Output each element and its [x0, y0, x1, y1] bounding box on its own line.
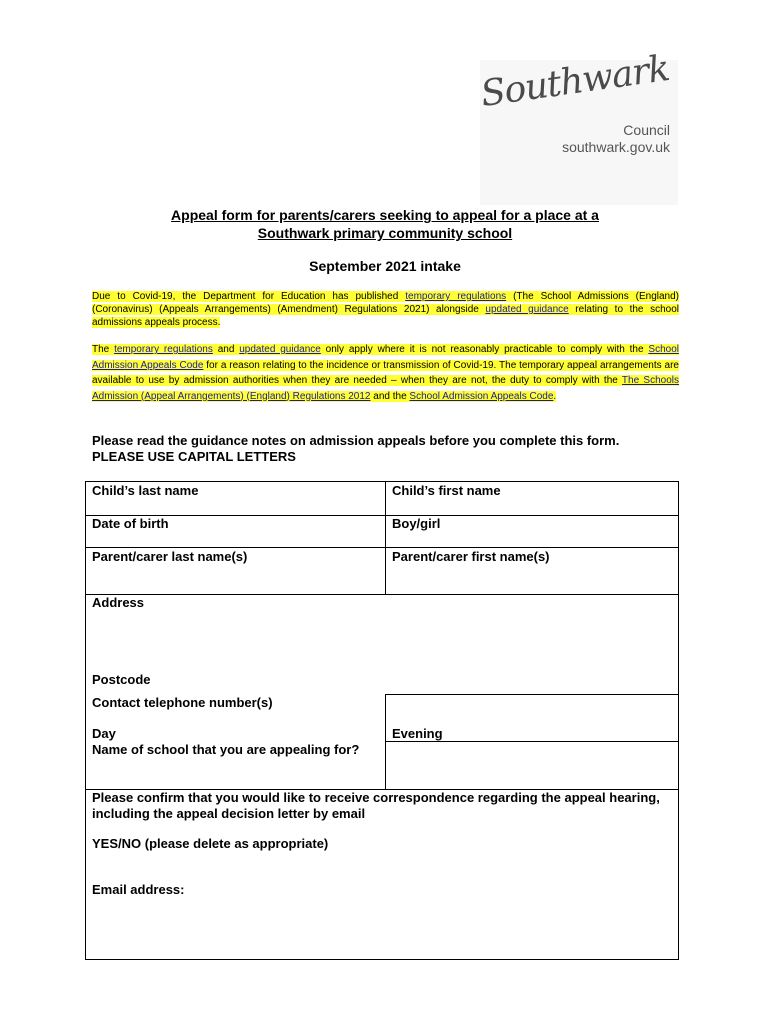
para2-text-4: for a reason relating to the incidence or transmission of Covid-19. The temporary appeal arrangements are available to use by admission authorities when they are needed – when they are not, the duty to comply with the [92, 359, 679, 386]
updated-guidance-link[interactable]: updated guidance [485, 304, 569, 315]
title-line-2: Southwark primary community school [257, 225, 513, 241]
page-title [0, 206, 770, 242]
contact-phone-label: Contact telephone number(s) [92, 695, 273, 710]
temporary-regulations-link[interactable]: temporary regulations [405, 291, 507, 302]
evening-phone-label: Evening [392, 726, 443, 741]
para2-text-1: The [92, 344, 115, 355]
regulations-paragraph [92, 342, 679, 404]
form-row-divider [86, 515, 678, 516]
boy-girl-label: Boy/girl [392, 516, 441, 531]
address-label: Address [92, 595, 145, 610]
updated-guidance-link-2[interactable]: updated guidance [239, 344, 321, 355]
form-row-divider [385, 694, 678, 695]
school-name-label: Name of school that you are appealing for? [92, 742, 360, 757]
date-of-birth-label: Date of birth [92, 516, 169, 531]
child-first-name-label: Child’s first name [392, 483, 501, 498]
email-consent-question: Please confirm that you would like to receive correspondence regarding the appeal hearing, including the appeal decision letter by email [92, 790, 660, 821]
appeal-form-table [85, 481, 679, 960]
yes-no-option: YES/NO (please delete as appropriate) [92, 836, 329, 851]
para1-text-1: Due to Covid-19, the Department for Education has published [92, 291, 406, 302]
form-column-divider [385, 694, 386, 789]
child-last-name-label: Child’s last name [92, 483, 199, 498]
intake-subtitle: September 2021 intake [309, 258, 461, 274]
southwark-council-logo [478, 48, 678, 205]
appeals-code-link[interactable]: School Admission Appeals Code [92, 344, 679, 371]
logo-wordmark: Southwark [478, 48, 672, 116]
logo-council-text: Council [623, 122, 670, 138]
para2-text-2: and [212, 344, 240, 355]
para1-text-2: (The School Admissions (England) (Coronavirus) (Appeals Arrangements) (Amendment) Regulations 2021) alongside [92, 291, 680, 315]
para2-text-5: and the [370, 390, 410, 402]
form-row-divider [86, 547, 678, 548]
appeals-code-link-2[interactable]: School Admission Appeals Code [409, 390, 554, 402]
covid-notice-paragraph [92, 290, 679, 329]
para2-text-3: only apply where it is not reasonably practicable to comply with the [320, 344, 649, 355]
instructions-line-2: PLEASE USE CAPITAL LETTERS [92, 449, 296, 464]
form-instructions [92, 433, 692, 465]
form-row-divider [86, 594, 678, 595]
parent-first-name-label: Parent/carer first name(s) [392, 549, 550, 564]
instructions-line-1: Please read the guidance notes on admission appeals before you complete this form. [92, 433, 620, 448]
parent-last-name-label: Parent/carer last name(s) [92, 549, 248, 564]
temporary-regulations-link-2[interactable]: temporary regulations [114, 344, 213, 355]
para1-text-3: relating to the school admissions appeals process. [92, 304, 679, 328]
postcode-label: Postcode [92, 672, 151, 687]
para2-text-6: . [553, 390, 557, 402]
appeal-arrangements-regulations-link[interactable]: The Schools Admission (Appeal Arrangements) (England) Regulations 2012 [92, 375, 680, 402]
logo-url-text: southwark.gov.uk [562, 139, 670, 155]
title-line-1: Appeal form for parents/carers seeking to appeal for a place at a [171, 207, 599, 223]
form-column-divider [385, 482, 386, 594]
email-address-label: Email address: [92, 882, 185, 897]
day-phone-label: Day [92, 726, 116, 741]
